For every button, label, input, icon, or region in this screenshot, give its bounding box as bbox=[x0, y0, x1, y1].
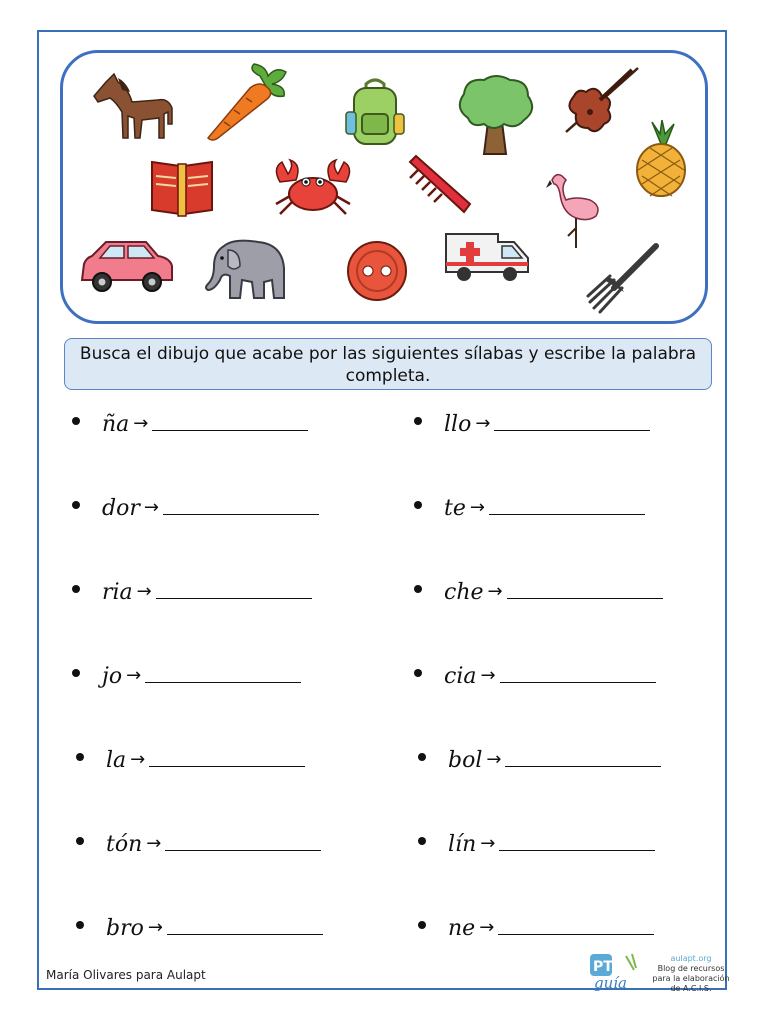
bullet bbox=[72, 585, 80, 593]
ptguia-logo-icon bbox=[590, 952, 650, 992]
answer-line[interactable] bbox=[163, 496, 319, 515]
bullet bbox=[76, 837, 84, 845]
syllable: cia bbox=[444, 664, 477, 689]
syllable: che bbox=[444, 580, 484, 605]
exercise-item bbox=[418, 916, 654, 946]
ambulance-icon bbox=[444, 230, 532, 284]
bullet bbox=[414, 501, 422, 509]
answer-line[interactable] bbox=[145, 664, 301, 683]
tree-icon bbox=[454, 74, 536, 156]
arrow-icon: → bbox=[133, 413, 149, 434]
pineapple-icon bbox=[632, 120, 690, 198]
syllable: tón bbox=[106, 832, 143, 857]
elephant-icon bbox=[198, 236, 288, 302]
exercise-item bbox=[72, 496, 319, 526]
exercise-item bbox=[72, 664, 301, 694]
bullet bbox=[72, 417, 80, 425]
arrow-icon: → bbox=[480, 833, 496, 854]
bullet bbox=[414, 585, 422, 593]
exercise-item bbox=[72, 412, 308, 442]
bullet bbox=[418, 837, 426, 845]
arrow-icon: → bbox=[143, 497, 159, 518]
logo-text bbox=[650, 954, 732, 994]
exercise-item bbox=[414, 412, 650, 442]
syllable: ria bbox=[102, 580, 133, 605]
arrow-icon: → bbox=[147, 917, 163, 938]
answer-line[interactable] bbox=[500, 664, 656, 683]
syllable: bro bbox=[106, 916, 144, 941]
exercise-item bbox=[76, 748, 305, 778]
instruction-text: Busca el dibujo que acabe por las siguientes sílabas y escribe la palabra completa. bbox=[79, 344, 697, 386]
answer-line[interactable] bbox=[489, 496, 645, 515]
fork-icon bbox=[584, 240, 664, 316]
bullet bbox=[72, 501, 80, 509]
arrow-icon: → bbox=[487, 581, 503, 602]
answer-line[interactable] bbox=[167, 916, 323, 935]
bullet bbox=[414, 669, 422, 677]
violin-icon bbox=[560, 62, 642, 138]
carrot-icon bbox=[204, 62, 294, 144]
syllable: jo bbox=[102, 664, 123, 689]
arrow-icon: → bbox=[146, 833, 162, 854]
arrow-icon: → bbox=[480, 665, 496, 686]
crab-icon bbox=[272, 156, 354, 222]
car-icon bbox=[78, 238, 176, 294]
answer-line[interactable] bbox=[149, 748, 305, 767]
arrow-icon: → bbox=[136, 581, 152, 602]
svg-text:guía: guía bbox=[594, 974, 628, 992]
arrow-icon: → bbox=[469, 497, 485, 518]
answer-line[interactable] bbox=[165, 832, 321, 851]
answer-line[interactable] bbox=[494, 412, 650, 431]
bullet bbox=[418, 753, 426, 761]
bullet bbox=[72, 669, 80, 677]
syllable: te bbox=[444, 496, 466, 521]
exercise-item bbox=[76, 832, 321, 862]
bullet bbox=[76, 753, 84, 761]
backpack-icon bbox=[344, 78, 406, 148]
arrow-icon: → bbox=[486, 749, 502, 770]
syllable: bol bbox=[448, 748, 483, 773]
logo-description: Blog de recursos para la elaboración de A.C.I.S. bbox=[652, 964, 730, 993]
exercise-item bbox=[72, 580, 312, 610]
svg-text:PT: PT bbox=[593, 959, 613, 975]
answer-line[interactable] bbox=[156, 580, 312, 599]
syllable: la bbox=[106, 748, 127, 773]
answer-line[interactable] bbox=[505, 748, 661, 767]
button-icon bbox=[344, 240, 410, 302]
syllable: llo bbox=[444, 412, 472, 437]
logo-site[interactable]: aulapt.org bbox=[670, 954, 712, 963]
horse-icon bbox=[88, 68, 176, 142]
syllable: dor bbox=[102, 496, 140, 521]
bullet bbox=[414, 417, 422, 425]
author-credit: María Olivares para Aulapt bbox=[46, 968, 206, 982]
book-icon bbox=[148, 156, 216, 218]
arrow-icon: → bbox=[126, 665, 142, 686]
comb-icon bbox=[404, 152, 474, 216]
arrow-icon: → bbox=[475, 413, 491, 434]
exercise-item bbox=[418, 748, 661, 778]
arrow-icon: → bbox=[130, 749, 146, 770]
answer-line[interactable] bbox=[499, 832, 655, 851]
answer-line[interactable] bbox=[152, 412, 308, 431]
exercise-item bbox=[418, 832, 655, 862]
arrow-icon: → bbox=[479, 917, 495, 938]
exercise-item bbox=[414, 496, 645, 526]
bullet bbox=[418, 921, 426, 929]
syllable: ña bbox=[102, 412, 130, 437]
exercise-item bbox=[414, 664, 656, 694]
bullet bbox=[76, 921, 84, 929]
answer-line[interactable] bbox=[507, 580, 663, 599]
exercise-item bbox=[414, 580, 663, 610]
syllable: ne bbox=[448, 916, 476, 941]
exercise-item bbox=[76, 916, 323, 946]
answer-line[interactable] bbox=[498, 916, 654, 935]
instruction-box bbox=[64, 338, 712, 390]
syllable: lín bbox=[448, 832, 477, 857]
